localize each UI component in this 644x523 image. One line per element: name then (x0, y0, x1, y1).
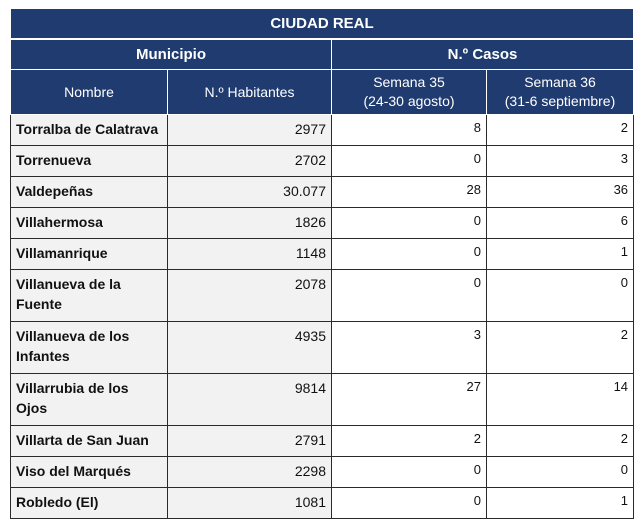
casos-semana-36: 2 (487, 426, 634, 457)
casos-semana-35: 0 (332, 457, 487, 488)
municipio-name: Viso del Marqués (11, 457, 168, 488)
habitantes-value: 1826 (168, 208, 332, 239)
casos-semana-36: 1 (487, 488, 634, 519)
habitantes-value: 2702 (168, 146, 332, 177)
municipio-name: Villarrubia de los Ojos (11, 374, 168, 426)
column-header-semana-35 (332, 70, 487, 115)
group-header-municipio: Municipio (11, 39, 332, 70)
casos-semana-35: 0 (332, 488, 487, 519)
casos-semana-35: 0 (332, 208, 487, 239)
casos-semana-35: 28 (332, 177, 487, 208)
municipio-name: Villanueva de los Infantes (11, 322, 168, 374)
column-header-nombre (11, 70, 168, 115)
table-row (11, 239, 634, 270)
casos-semana-35: 0 (332, 239, 487, 270)
casos-semana-36: 14 (487, 374, 634, 426)
column-header-line: Nombre (64, 83, 114, 100)
column-header-line: N.º Habitantes (204, 83, 295, 100)
casos-semana-36: 36 (487, 177, 634, 208)
habitantes-value: 9814 (168, 374, 332, 426)
municipio-name: Robledo (El) (11, 488, 168, 519)
habitantes-value: 2298 (168, 457, 332, 488)
casos-semana-36: 2 (487, 322, 634, 374)
municipio-name: Villahermosa (11, 208, 168, 239)
casos-semana-36: 2 (487, 115, 634, 146)
habitantes-value: 2078 (168, 270, 332, 322)
habitantes-value: 2791 (168, 426, 332, 457)
table-title: CIUDAD REAL (11, 9, 634, 40)
table-row (11, 488, 634, 519)
habitantes-value: 1081 (168, 488, 332, 519)
cases-table (10, 8, 634, 519)
table-row (11, 177, 634, 208)
table-row (11, 374, 634, 426)
habitantes-value: 1148 (168, 239, 332, 270)
casos-semana-35: 2 (332, 426, 487, 457)
table-row (11, 457, 634, 488)
municipio-name: Torralba de Calatrava (11, 115, 168, 146)
casos-semana-35: 0 (332, 146, 487, 177)
casos-semana-36: 0 (487, 270, 634, 322)
casos-semana-36: 6 (487, 208, 634, 239)
column-header-line: Semana 35 (373, 74, 445, 90)
casos-semana-35: 3 (332, 322, 487, 374)
table-row (11, 115, 634, 146)
casos-semana-36: 1 (487, 239, 634, 270)
municipio-name: Villarta de San Juan (11, 426, 168, 457)
table-row (11, 146, 634, 177)
casos-semana-35: 8 (332, 115, 487, 146)
habitantes-value: 30.077 (168, 177, 332, 208)
habitantes-value: 2977 (168, 115, 332, 146)
casos-semana-36: 0 (487, 457, 634, 488)
column-header-line: Semana 36 (524, 74, 596, 90)
municipio-name: Villanueva de la Fuente (11, 270, 168, 322)
column-header-subline: (24-30 agosto) (363, 93, 455, 109)
column-header-semana-36 (487, 70, 634, 115)
municipio-name: Villamanrique (11, 239, 168, 270)
municipio-name: Valdepeñas (11, 177, 168, 208)
table-row (11, 426, 634, 457)
table-row (11, 270, 634, 322)
column-header-habitantes (168, 70, 332, 115)
habitantes-value: 4935 (168, 322, 332, 374)
table-row (11, 322, 634, 374)
municipio-name: Torrenueva (11, 146, 168, 177)
casos-semana-35: 0 (332, 270, 487, 322)
casos-semana-36: 3 (487, 146, 634, 177)
group-header-casos: N.º Casos (332, 39, 634, 70)
table-row (11, 208, 634, 239)
casos-semana-35: 27 (332, 374, 487, 426)
column-header-subline: (31-6 septiembre) (504, 93, 616, 109)
